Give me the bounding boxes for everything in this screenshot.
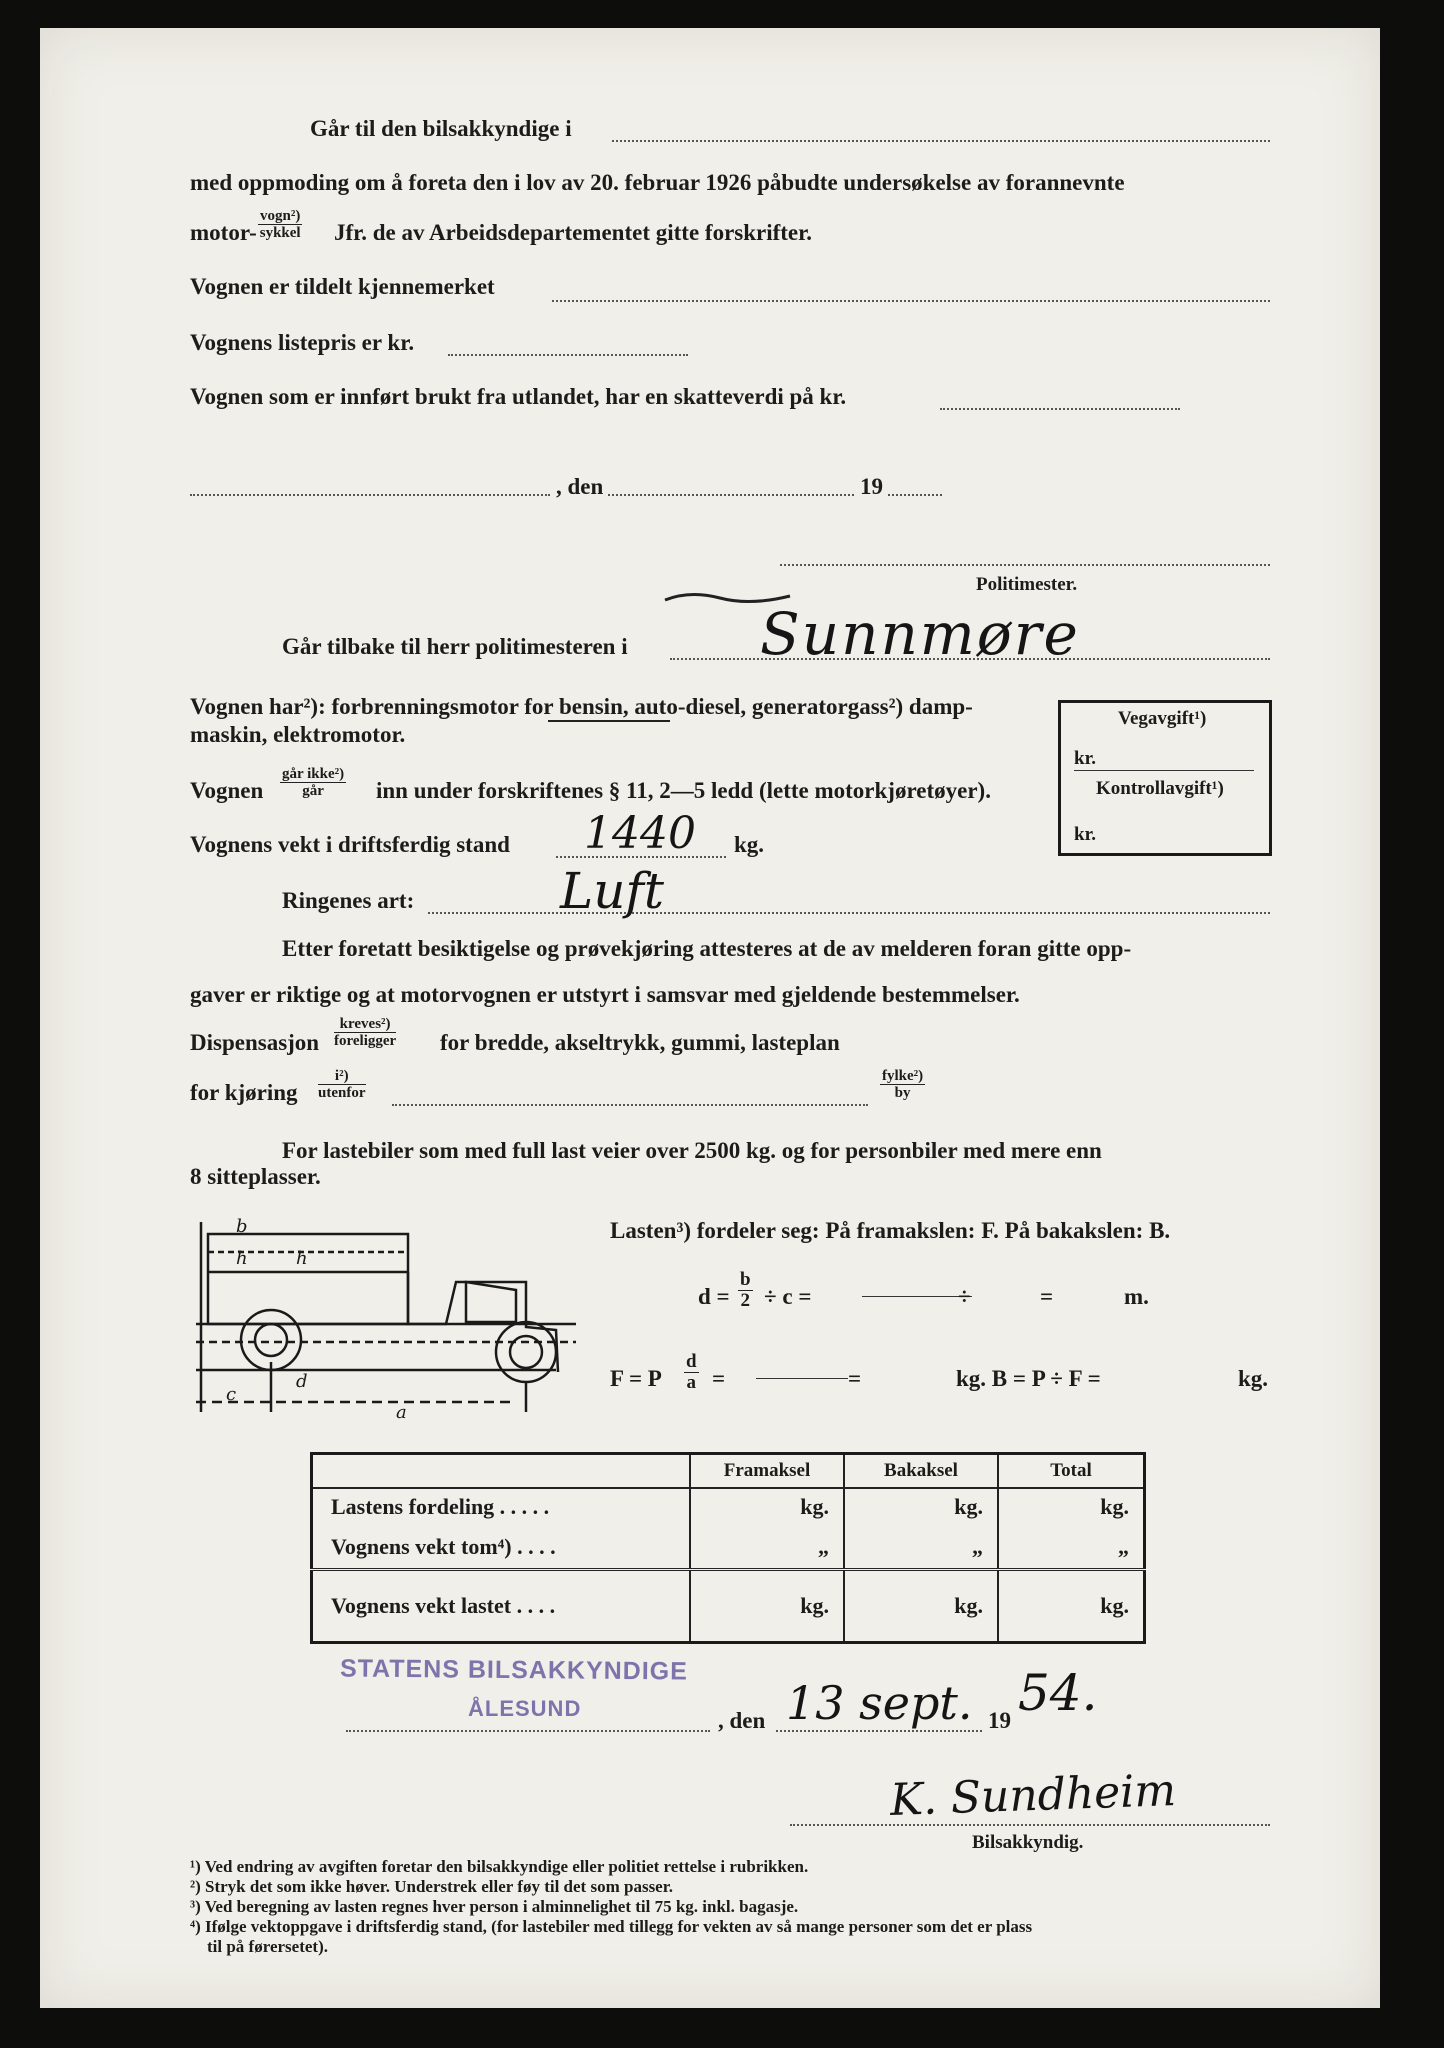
year-field-top[interactable] <box>888 494 942 496</box>
f-eq: F = P <box>610 1366 662 1391</box>
table-row-label: Vognens vekt tom⁴) . . . . <box>312 1526 691 1570</box>
table-cell[interactable]: kg. <box>690 1488 844 1526</box>
kjoring-fraction: i²) utenfor <box>318 1068 366 1101</box>
den-label-bottom: , den <box>718 1708 766 1733</box>
f-numerator-field[interactable] <box>756 1378 848 1379</box>
f-eq3: = <box>848 1366 862 1391</box>
motor-prefix: motor- <box>190 220 257 245</box>
date-handwritten: 13 sept. <box>786 1676 973 1730</box>
vegavgift-field[interactable] <box>1074 770 1254 771</box>
m-unit: m. <box>1124 1284 1149 1309</box>
date-field-bottom[interactable] <box>776 1730 982 1732</box>
footnote-3: ³) Ved beregning av lasten regnes hver person i alminnelighet til 75 kg. inkl. bagasje. <box>190 1897 799 1916</box>
politimester-label: Politimester. <box>976 574 1078 595</box>
table-row-label: Vognens vekt lastet . . . . <box>312 1570 691 1643</box>
bilsakkyndige-place-field[interactable] <box>612 140 1270 142</box>
footnote-4: ⁴) Ifølge vektoppgave i driftsferdig stand, (for lastebiler med tillegg for vekten av så mange personer som det er plass <box>190 1917 1033 1936</box>
date-field-top[interactable] <box>608 494 854 496</box>
b-over-2: $\frac{b}{2}$ <box>740 1269 751 1311</box>
disp-fraction: kreves²) foreligger <box>334 1016 397 1049</box>
d-eq: d = <box>698 1284 730 1309</box>
kontrollavgift-label: Kontrollavgift¹) <box>1096 778 1224 799</box>
footnote-2: ²) Stryk det som ikke høver. Understrek eller føy til det som passer. <box>190 1877 673 1896</box>
signature-place-field[interactable] <box>346 1730 710 1732</box>
d-numerator-field[interactable] <box>862 1296 972 1297</box>
attest-line-1: Etter foretatt besiktigelse og prøvekjøring attesteres at de av melderen foran gitte opp- <box>282 936 1132 961</box>
minus-c-eq: ÷ c = <box>764 1284 812 1309</box>
svg-text:h: h <box>296 1248 308 1269</box>
listepris-label: Vognens listepris er kr. <box>190 330 415 355</box>
year-label-bottom: 19 <box>988 1708 1011 1733</box>
svg-text:h: h <box>236 1248 248 1269</box>
truck-diagram <box>196 1212 576 1432</box>
kg-end: kg. <box>1238 1366 1269 1391</box>
kjennemerke-field[interactable] <box>552 300 1270 302</box>
lastebil-line-1: For lastebiler som med full last veier over 2500 kg. og for personbiler med mere enn <box>282 1138 1102 1163</box>
gaar-fraction: går ikke²) går <box>282 766 345 799</box>
return-label: Går tilbake til herr politimesteren i <box>282 634 628 659</box>
vekt-label: Vognens vekt i driftsferdig stand <box>190 832 510 857</box>
year-label-top: 19 <box>860 474 883 499</box>
gaar-suffix: inn under forskriftenes § 11, 2—5 ledd (lette motorkjøretøyer). <box>376 778 991 803</box>
svg-text:a: a <box>396 1402 407 1423</box>
table-cell[interactable]: „ <box>998 1526 1145 1570</box>
f-eq2: = <box>712 1366 726 1391</box>
listepris-field[interactable] <box>448 354 688 356</box>
kjennemerke-label: Vognen er tildelt kjennemerket <box>190 274 495 299</box>
vekt-unit: kg. <box>734 832 765 857</box>
fylke-fraction: fylke²) by <box>882 1068 924 1101</box>
table-cell[interactable]: kg. <box>844 1488 998 1526</box>
ringenes-label: Ringenes art: <box>282 888 415 913</box>
disp-suffix: for bredde, akseltrykk, gummi, lasteplan <box>440 1030 840 1055</box>
weight-distribution-table <box>310 1452 1146 1644</box>
vegavgift-kr: kr. <box>1074 748 1097 769</box>
vekt-handwritten: 1440 <box>584 808 696 859</box>
place-field-top[interactable] <box>190 494 550 496</box>
header-line-1: Går til den bilsakkyndige i <box>310 116 572 141</box>
table-header-framaksel: Framaksel <box>690 1454 844 1488</box>
return-place-handwritten: Sunnmøre <box>760 600 1080 668</box>
den-label-top: , den <box>556 474 604 499</box>
table-cell[interactable]: „ <box>844 1526 998 1570</box>
attest-line-2: gaver er riktige og at motorvognen er utstyrt i samsvar med gjeldende bestemmelser. <box>190 982 1020 1007</box>
d-over-a: $\frac{d}{a}$ <box>686 1351 697 1393</box>
politimester-sign-field[interactable] <box>780 564 1270 566</box>
header-line-2: med oppmoding om å foreta den i lov av 20. februar 1926 påbudte undersøkelse av forannevnte <box>190 170 1125 195</box>
ringenes-handwritten: Luft <box>560 862 665 920</box>
table-cell[interactable]: kg. <box>844 1570 998 1643</box>
table-cell[interactable]: „ <box>690 1526 844 1570</box>
svg-text:b: b <box>236 1216 248 1237</box>
official-stamp-line-1: STATENS BILSAKKYNDIGE <box>339 1654 688 1686</box>
table-header-total: Total <box>998 1454 1145 1488</box>
vognen-har-line-2: maskin, elektromotor. <box>190 722 406 747</box>
underline-bensin <box>548 720 670 722</box>
div-sign: ÷ <box>958 1284 971 1309</box>
official-stamp-line-2: ÅLESUND <box>468 1696 582 1721</box>
kjoring-field[interactable] <box>392 1104 868 1106</box>
disp-prefix: Dispensasjon <box>190 1030 320 1055</box>
form-page <box>40 28 1380 2008</box>
lastebil-line-2: 8 sitteplasser. <box>190 1164 321 1189</box>
skatteverdi-label: Vognen som er innført brukt fra utlandet, har en skatteverdi på kr. <box>190 384 847 409</box>
lasten-formula-label: Lasten³) fordeler seg: På framakslen: F. På bakakslen: B. <box>610 1218 1171 1243</box>
table-row-label: Lastens fordeling . . . . . <box>312 1488 691 1526</box>
motor-fraction: vogn²) sykkel <box>259 208 301 241</box>
vegavgift-label: Vegavgift¹) <box>1118 708 1207 729</box>
bilsakkyndig-sign-field[interactable] <box>790 1824 1270 1826</box>
vognen-prefix: Vognen <box>190 778 264 803</box>
footnote-1: ¹) Ved endring av avgiften foretar den bilsakkyndige eller politiet rettelse i rubrikken. <box>190 1857 809 1876</box>
year-handwritten: 54. <box>1018 1664 1098 1722</box>
kontrollavgift-kr: kr. <box>1074 824 1097 845</box>
svg-text:d: d <box>296 1371 308 1392</box>
table-header-bakaksel: Bakaksel <box>844 1454 998 1488</box>
bilsakkyndig-label: Bilsakkyndig. <box>972 1832 1084 1853</box>
ringenes-field[interactable] <box>428 912 1270 914</box>
kg-b-eq: kg. B = P ÷ F = <box>956 1366 1101 1391</box>
kjoring-prefix: for kjøring <box>190 1080 298 1105</box>
table-cell[interactable]: kg. <box>1100 1593 1129 1618</box>
table-cell[interactable]: kg. <box>1100 1494 1129 1519</box>
vognen-har-line-1: Vognen har²): forbrenningsmotor for bensin, auto-diesel, generatorgass²) damp- <box>190 694 973 719</box>
eq-sign: = <box>1040 1284 1054 1309</box>
skatteverdi-field[interactable] <box>940 408 1180 410</box>
footnote-4-cont: til på førersetet). <box>190 1937 328 1956</box>
table-cell[interactable]: kg. <box>690 1570 844 1643</box>
svg-text:c: c <box>226 1384 237 1405</box>
motor-suffix: Jfr. de av Arbeidsdepartementet gitte forskrifter. <box>334 220 812 245</box>
signature-handwritten: K. Sundheim <box>889 1765 1177 1826</box>
